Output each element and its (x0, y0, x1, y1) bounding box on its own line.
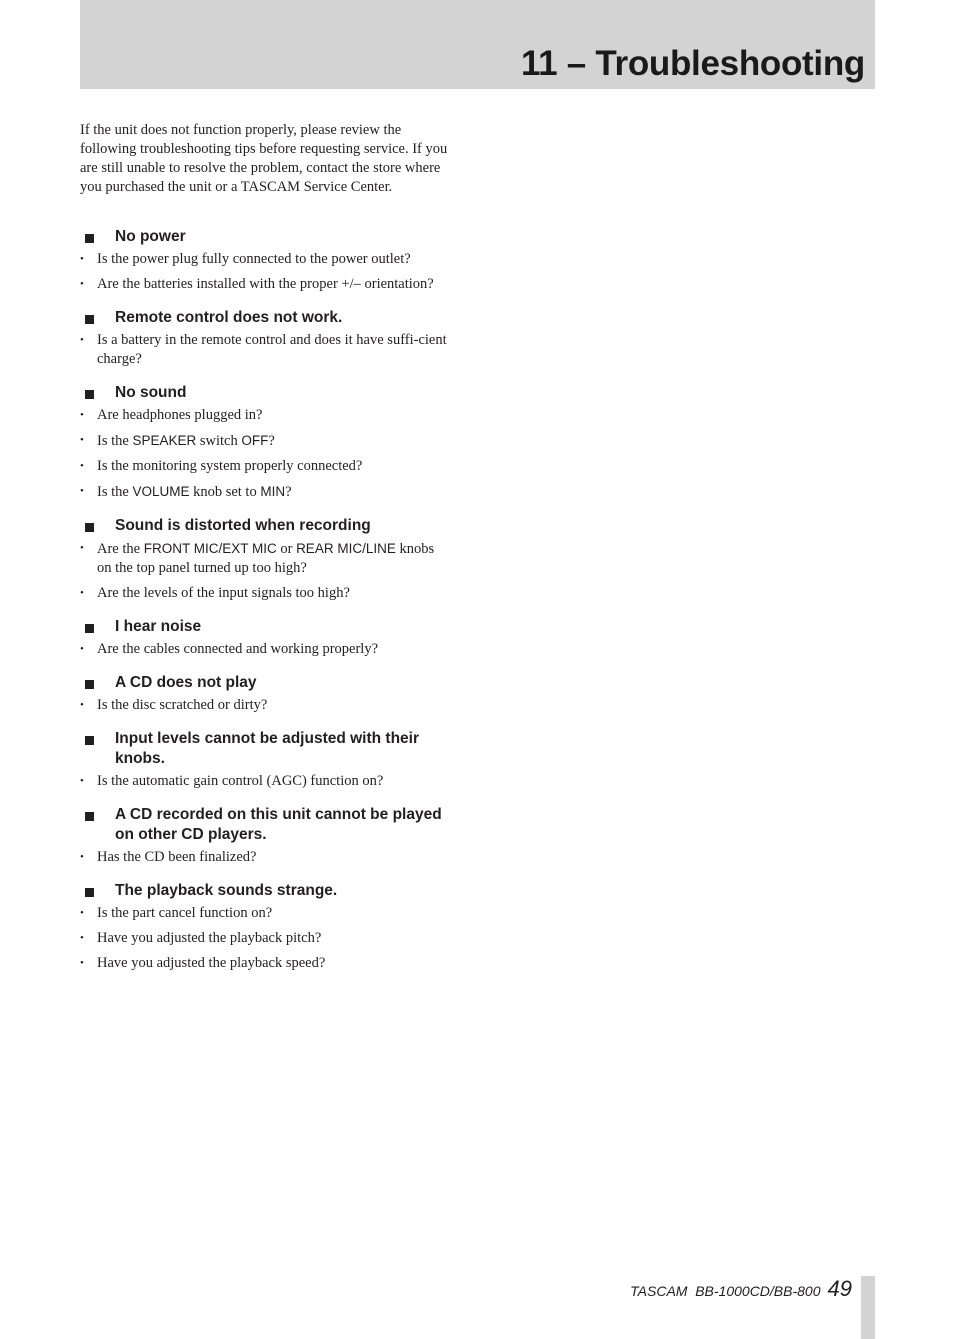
bullet-dot-icon: • (80, 851, 84, 863)
troubleshooting-sections (80, 227, 448, 973)
square-bullet-icon (85, 624, 94, 633)
square-bullet-icon (85, 523, 94, 532)
bullet-dot-icon: • (80, 460, 84, 472)
troubleshooting-section (80, 729, 448, 791)
header-band (80, 0, 875, 89)
section-heading-text: I hear noise (115, 618, 202, 635)
bullet-dot-icon: • (80, 434, 84, 446)
bullet-dot-icon: • (80, 334, 84, 346)
list-item (80, 904, 448, 923)
section-heading (80, 881, 448, 901)
list-item-text: switch (196, 433, 242, 449)
list-item (80, 584, 448, 603)
square-bullet-icon (85, 736, 94, 745)
list-item (80, 482, 448, 502)
list-item-text: Is the (97, 433, 133, 449)
section-heading (80, 673, 448, 693)
list-item-text: Are headphones plugged in? (97, 407, 263, 423)
list-item-text: knobs on the top panel turned up too high? (97, 541, 435, 576)
list-item-text: Have you adjusted the playback pitch? (97, 930, 322, 946)
section-heading-text: No power (115, 228, 186, 245)
list-item-text: Is the power plug fully connected to the power outlet? (97, 251, 411, 267)
section-heading (80, 729, 448, 769)
control-name: FRONT MIC/EXT MIC (143, 541, 277, 556)
section-heading (80, 383, 448, 403)
section-heading (80, 308, 448, 328)
control-name: MIN (260, 484, 286, 499)
square-bullet-icon (85, 680, 94, 689)
square-bullet-icon (85, 812, 94, 821)
list-item-text: Are the cables connected and working properly? (97, 641, 379, 657)
bullet-list (80, 250, 448, 294)
list-item-text: Is the part cancel function on? (97, 905, 273, 921)
list-item (80, 431, 448, 451)
control-name: OFF (241, 433, 269, 448)
control-name: REAR MIC/LINE (296, 541, 396, 556)
bullet-list (80, 640, 448, 659)
bullet-list (80, 406, 448, 502)
list-item-text: Is the (97, 484, 133, 500)
list-item (80, 640, 448, 659)
list-item (80, 929, 448, 948)
bullet-dot-icon: • (80, 932, 84, 944)
section-heading (80, 617, 448, 637)
page-footer (630, 1276, 852, 1302)
square-bullet-icon (85, 315, 94, 324)
control-name: SPEAKER (132, 433, 197, 448)
bullet-dot-icon: • (80, 278, 84, 290)
list-item (80, 275, 448, 294)
troubleshooting-section (80, 673, 448, 715)
list-item (80, 848, 448, 867)
list-item (80, 539, 448, 578)
troubleshooting-section (80, 881, 448, 973)
list-item-text: knob set to (189, 484, 261, 500)
bullet-list (80, 904, 448, 973)
footer-brand: TASCAM BB-1000CD/BB-800 (630, 1283, 821, 1299)
list-item-text: or (276, 541, 297, 557)
troubleshooting-section (80, 516, 448, 603)
page-number: 49 (827, 1276, 852, 1301)
list-item (80, 696, 448, 715)
troubleshooting-section (80, 383, 448, 502)
bullet-dot-icon: • (80, 643, 84, 655)
bullet-dot-icon: • (80, 409, 84, 421)
section-heading (80, 516, 448, 536)
section-heading-text: The playback sounds strange. (115, 882, 338, 899)
troubleshooting-section (80, 805, 448, 867)
list-item-text: Is a battery in the remote control and does it have suffi-cient charge? (97, 332, 447, 367)
list-item-text: Are the batteries installed with the proper +/– orientation? (97, 276, 434, 292)
list-item-text: Have you adjusted the playback speed? (97, 955, 326, 971)
list-item-text: Is the monitoring system properly connected? (97, 458, 363, 474)
list-item (80, 406, 448, 425)
list-item-text: Are the (97, 541, 144, 557)
page-title: 11 – Troubleshooting (520, 44, 865, 83)
bullet-list (80, 848, 448, 867)
bullet-list (80, 331, 448, 369)
troubleshooting-section (80, 617, 448, 659)
square-bullet-icon (85, 234, 94, 243)
list-item-text: Is the automatic gain control (AGC) function on? (97, 773, 384, 789)
main-content (80, 121, 448, 987)
list-item (80, 772, 448, 791)
square-bullet-icon (85, 390, 94, 399)
bullet-dot-icon: • (80, 542, 84, 554)
list-item (80, 954, 448, 973)
bullet-list (80, 539, 448, 603)
section-heading-text: A CD recorded on this unit cannot be played on other CD players. (115, 806, 442, 843)
list-item (80, 250, 448, 269)
list-item-text: ? (268, 433, 275, 449)
list-item-text: ? (285, 484, 292, 500)
control-name: VOLUME (132, 484, 190, 499)
bullet-list (80, 696, 448, 715)
bullet-dot-icon: • (80, 699, 84, 711)
section-heading-text: No sound (115, 384, 187, 401)
troubleshooting-section (80, 308, 448, 369)
section-heading-text: A CD does not play (115, 674, 257, 691)
section-heading (80, 805, 448, 845)
bullet-list (80, 772, 448, 791)
section-heading-text: Remote control does not work. (115, 309, 343, 326)
side-tab (861, 1276, 875, 1339)
bullet-dot-icon: • (80, 775, 84, 787)
intro-paragraph: If the unit does not function properly, please review the following troubleshooting tips before requesting service. If you are still unable to resolve the problem, contact the store where you purchased the unit or a TASCAM Service Center. (80, 122, 448, 195)
list-item (80, 457, 448, 476)
bullet-dot-icon: • (80, 907, 84, 919)
list-item-text: Is the disc scratched or dirty? (97, 697, 268, 713)
list-item-text: Are the levels of the input signals too high? (97, 585, 350, 601)
bullet-dot-icon: • (80, 253, 84, 265)
section-heading-text: Input levels cannot be adjusted with their knobs. (115, 730, 420, 767)
list-item-text: Has the CD been finalized? (97, 849, 257, 865)
list-item (80, 331, 448, 369)
section-heading (80, 227, 448, 247)
section-heading-text: Sound is distorted when recording (115, 517, 371, 534)
bullet-dot-icon: • (80, 587, 84, 599)
troubleshooting-section (80, 227, 448, 294)
square-bullet-icon (85, 888, 94, 897)
bullet-dot-icon: • (80, 485, 84, 497)
bullet-dot-icon: • (80, 957, 84, 969)
